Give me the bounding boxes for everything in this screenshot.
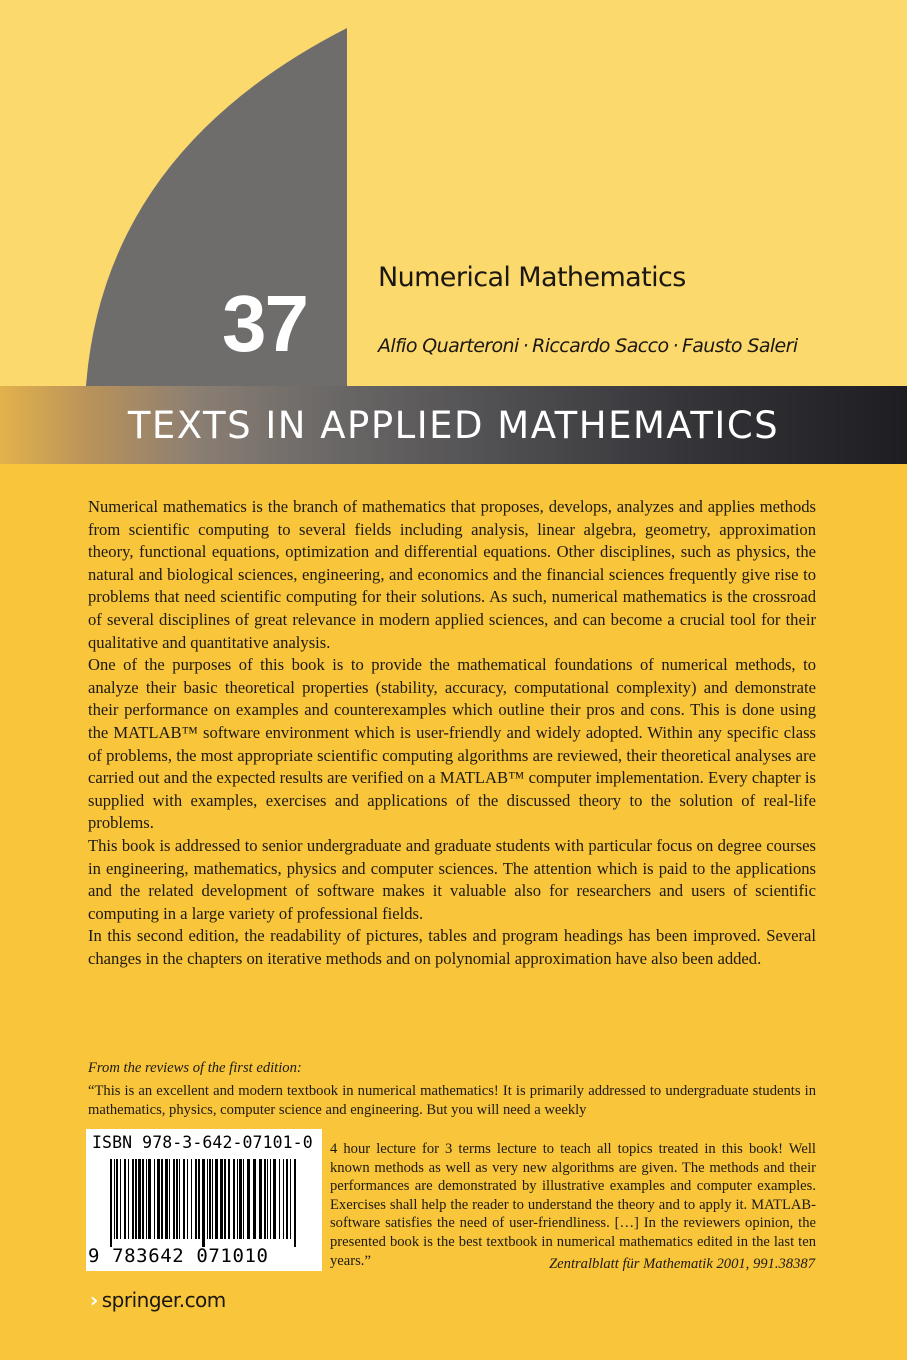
barcode-stripe <box>253 1159 256 1239</box>
barcode-stripe <box>239 1159 242 1239</box>
barcode-stripe <box>124 1159 126 1239</box>
barcode-stripe <box>279 1159 280 1239</box>
barcode-stripe <box>135 1159 137 1239</box>
barcode-stripe <box>290 1159 291 1239</box>
barcode-stripe <box>173 1159 175 1239</box>
description-paragraph: This book is addressed to senior undergraduate and graduate students with particular focus on degree courses in engineering, mathematics, physics and computer sciences. The attention which is paid to the applications and the related development of software makes it valuable also for researchers and users of scientific computing in a large variety of professional fields. <box>88 835 816 923</box>
barcode-stripe <box>283 1159 284 1239</box>
barcode-stripe <box>165 1159 168 1239</box>
isbn: ISBN 978-3-642-07101-0 <box>92 1133 313 1152</box>
barcode-stripe <box>264 1159 266 1239</box>
barcode-stripe <box>154 1159 155 1239</box>
barcode-stripe <box>191 1159 192 1239</box>
barcode-stripe <box>212 1159 213 1239</box>
author-name: Alfio Quarteroni <box>378 335 519 357</box>
barcode-stripe <box>132 1159 134 1239</box>
barcode-stripe <box>142 1159 144 1239</box>
barcode-stripe <box>176 1159 178 1239</box>
chevron-right-icon: › <box>90 1288 98 1312</box>
author-name: Fausto Saleri <box>681 335 798 357</box>
barcode-stripe <box>220 1159 223 1239</box>
barcode-stripe <box>114 1159 115 1239</box>
series-number: 37 <box>222 279 307 368</box>
barcode-stripe <box>294 1159 296 1247</box>
barcode-stripe <box>161 1159 163 1239</box>
reviews-heading: From the reviews of the first edition: <box>88 1060 302 1076</box>
barcode <box>86 1129 322 1271</box>
review-quote-first: “This is an excellent and modern textbook in numerical mathematics! It is primarily addressed to undergraduate students in mathematics, physics, computer science and engineering. But you will need a weekly <box>88 1083 816 1119</box>
barcode-stripe <box>187 1159 188 1239</box>
author-name: Riccardo Sacco <box>532 335 669 357</box>
barcode-stripe <box>243 1159 244 1239</box>
barcode-stripe <box>224 1159 226 1239</box>
barcode-stripe <box>233 1159 235 1239</box>
description <box>88 496 816 970</box>
barcode-stripe <box>128 1159 129 1239</box>
barcode-stripe <box>116 1159 118 1239</box>
authors <box>378 330 798 362</box>
barcode-stripe <box>110 1159 112 1247</box>
series-name: TEXTS IN APPLIED MATHEMATICS <box>127 404 780 447</box>
barcode-bars <box>110 1159 300 1247</box>
review-source: Zentralblatt für Mathematik 2001, 991.38387 <box>549 1256 815 1272</box>
description-paragraph: One of the purposes of this book is to provide the mathematical foundations of numerical methods, to analyze their basic theoretical properties (stability, accuracy, computational complexity) and demonstrate their performance on examples and counterexamples which outline their pros and cons. This is done using the MATLAB™ software environment which is user-friendly and widely adopted. Within any specific class of problems, the most appropriate scientific computing algorithms are reviewed, their theoretical analyses are carried out and the expected results are verified on a MATLAB™ computer implementation. Every chapter is supplied with examples, exercises and applications of the discussed theory to the solution of real-life problems. <box>88 655 816 833</box>
series-band <box>0 386 907 464</box>
barcode-stripe <box>157 1159 160 1239</box>
barcode-stripe <box>259 1159 262 1239</box>
barcode-stripe <box>237 1159 238 1239</box>
barcode-stripe <box>198 1159 200 1239</box>
barcode-stripe <box>286 1159 288 1239</box>
barcode-stripe <box>169 1159 170 1239</box>
barcode-stripe <box>146 1159 147 1239</box>
barcode-stripe <box>270 1159 271 1239</box>
author-separator: · <box>672 335 678 357</box>
barcode-stripe <box>267 1159 268 1239</box>
barcode-stripe <box>207 1159 208 1239</box>
barcode-stripe <box>209 1159 211 1239</box>
barcode-stripe <box>148 1159 151 1239</box>
review-quote-rest: 4 hour lecture for 3 terms lecture to teach all topics treated in this book! Well known methods as well as very new algorithms are given. The methods and their performances are demonstrated by illustrative examples and computer examples. Exercises shall help the reader to understand the theory and to apply it. MATLAB-software satisfies the need of user-friendliness. […] In the reviewers opinion, the presented book is the best textbook in numerical mathematics edited in the last ten years.” <box>330 1141 816 1269</box>
barcode-stripe <box>179 1159 180 1239</box>
publisher-url: springer.com <box>101 1288 226 1312</box>
description-paragraph: In this second edition, the readability of pictures, tables and program headings has been improved. Several changes in the chapters on iterative methods and on polynomial approximation have also been added. <box>88 926 816 968</box>
barcode-stripe <box>138 1159 141 1239</box>
book-title: Numerical Mathematics <box>378 262 686 293</box>
barcode-stripe <box>273 1159 276 1239</box>
description-paragraph: Numerical mathematics is the branch of mathematics that proposes, develops, analyzes and applies methods from scientific computing to several fields including analysis, linear algebra, geometry, approximation theory, functional equations, optimization and differential equations. Other disciplines, such as physics, the natural and biological sciences, engineering, and economics and the financial sciences frequently give rise to problems that need scientific computing for their solutions. As such, numerical mathematics is the crossroad of several disciplines of great relevance in modern applied sciences, and can become a crucial tool for their qualitative and quantitative analysis. <box>88 497 816 652</box>
barcode-stripe <box>120 1159 121 1239</box>
barcode-stripe <box>183 1159 185 1239</box>
barcode-stripe <box>247 1159 250 1239</box>
publisher-link[interactable] <box>90 1286 226 1314</box>
barcode-stripe <box>195 1159 197 1239</box>
barcode-stripe <box>215 1159 218 1239</box>
barcode-stripe <box>202 1159 205 1247</box>
barcode-stripe <box>228 1159 230 1239</box>
ean-number: 9 783642 071010 <box>88 1245 269 1267</box>
author-separator: · <box>522 335 529 357</box>
